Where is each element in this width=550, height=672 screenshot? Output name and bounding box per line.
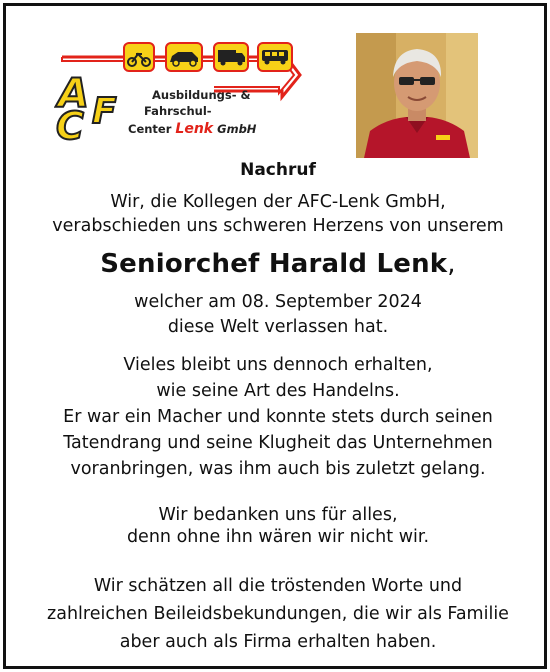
thanks-line: Wir bedanken uns für alles, [158,505,398,525]
logo-line-1: Ausbildungs- & [152,88,251,102]
closing-line: aber auch als Firma erhalten haben. [119,632,437,652]
deceased-name-text: Seniorchef Harald Lenk [100,249,448,279]
intro-line: verabschieden uns schweren Herzens von unserem [52,216,504,236]
tribute-line: Tatendrang und seine Klugheit das Unternehmen [63,433,493,453]
car-icon [166,43,202,71]
closing-line: zahlreichen Beileidsbekundungen, die wir als Familie [47,604,509,624]
motorcycle-icon [124,43,154,71]
heading-nachruf: Nachruf [240,160,316,180]
date-line: diese Welt verlassen hat. [167,317,389,337]
tribute-paragraph [6,352,550,482]
closing-line: Wir schätzen all die tröstenden Worte und [93,576,463,596]
date-paragraph [6,290,550,340]
closing-paragraph [6,572,550,656]
tribute-line: voranbringen, was ihm auch bis zuletzt gelang. [70,459,486,479]
thanks-paragraph [6,504,550,548]
name-comma: , [447,249,456,279]
tribute-line: Vieles bleibt uns dennoch erhalten, [123,355,433,375]
intro-line: Wir, die Kollegen der AFC-Lenk GmbH, [110,192,446,212]
logo-line-2: Fahrschul- [144,104,212,118]
tribute-line: wie seine Art des Handelns. [156,381,400,401]
portrait-photo [356,33,478,158]
afc-logo [54,39,304,149]
tribute-line: Er war ein Macher und konnte stets durch seinen [63,407,493,427]
logo-letter-f: F [92,91,117,132]
logo-line-3: Center Lenk GmbH [128,121,257,137]
logo-letter-c: C [56,104,84,148]
thanks-line: denn ohne ihn wären wir nicht wir. [126,527,430,547]
deceased-name [6,246,550,282]
logo-letter-a: A [58,71,89,117]
intro-paragraph [6,190,550,238]
date-line: welcher am 08. September 2024 [134,292,422,312]
obituary-card [3,3,547,669]
truck-icon [214,43,248,71]
bus-icon [258,43,292,71]
